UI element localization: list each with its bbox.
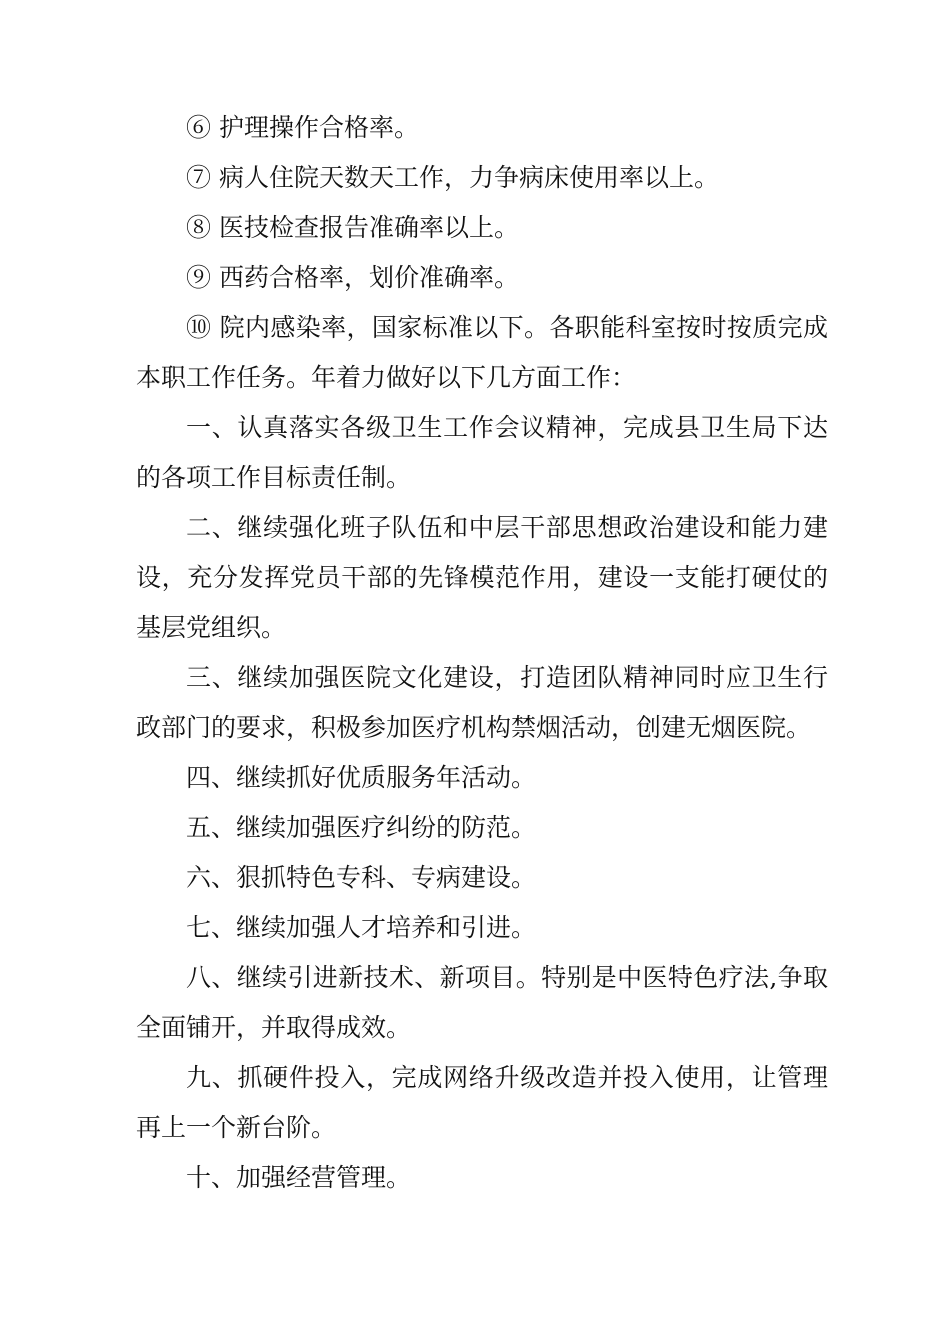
task-3-hospital-culture: 三、继续加强医院文化建设，打造团队精神同时应卫生行政部门的要求，积极参加医疗机构禁烟活动，创建无烟医院。	[136, 663, 828, 742]
task-7-talent-training: 七、继续加强人才培养和引进。	[186, 913, 537, 942]
item-10-infection-rate: ⑩ 院内感染率，国家标准以下。各职能科室按时按质完成本职工作任务。年着力做好以下几方面工作：	[136, 313, 828, 392]
item-6-nursing-pass-rate: ⑥ 护理操作合格率。	[186, 113, 419, 142]
task-6-specialty-building: 六、狠抓特色专科、专病建设。	[186, 863, 537, 892]
task-4-quality-service: 四、继续抓好优质服务年活动。	[186, 763, 537, 792]
task-8-new-technology: 八、继续引进新技术、新项目。特别是中医特色疗法,争取全面铺开，并取得成效。	[136, 963, 828, 1042]
task-9-hardware-investment: 九、抓硬件投入，完成网络升级改造并投入使用，让管理再上一个新台阶。	[136, 1063, 828, 1142]
document-body	[136, 103, 828, 1203]
item-8-report-accuracy: ⑧ 医技检查报告准确率以上。	[186, 213, 519, 242]
task-1-implement-spirit: 一、认真落实各级卫生工作会议精神，完成县卫生局下达的各项工作目标责任制。	[136, 413, 828, 492]
task-2-team-building: 二、继续强化班子队伍和中层干部思想政治建设和能力建设，充分发挥党员干部的先锋模范作用，建设一支能打硬仗的基层党组织。	[136, 513, 828, 642]
item-7-bed-usage: ⑦ 病人住院天数天工作，力争病床使用率以上。	[186, 163, 719, 192]
item-9-medicine-pass-rate: ⑨ 西药合格率，划价准确率。	[186, 263, 519, 292]
task-10-business-management: 十、加强经营管理。	[186, 1163, 412, 1192]
task-5-dispute-prevention: 五、继续加强医疗纠纷的防范。	[186, 813, 537, 842]
